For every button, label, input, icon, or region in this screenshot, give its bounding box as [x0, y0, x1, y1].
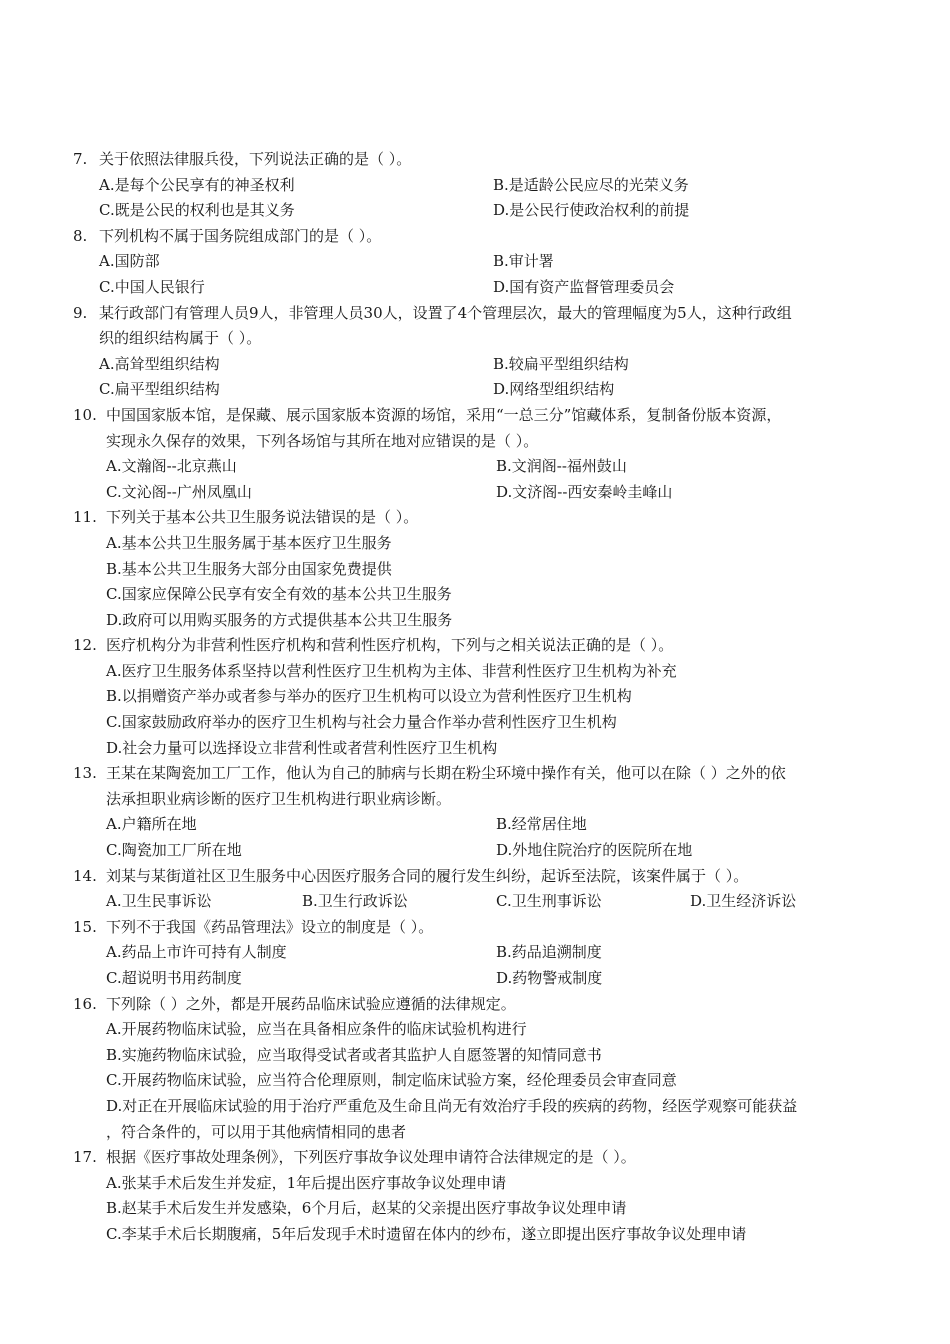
question-16	[0, 992, 950, 1146]
question-11	[0, 505, 950, 633]
option-c[interactable]: C.扁平型组织结构	[99, 380, 220, 399]
option-b[interactable]: B.基本公共卫生服务大部分由国家免费提供	[106, 559, 392, 578]
option-b[interactable]: B.审计署	[493, 252, 554, 271]
option-b[interactable]: B.赵某手术后发生并发感染，6个月后，赵某的父亲提出医疗事故争议处理申请	[106, 1199, 627, 1218]
option-b[interactable]: B.以捐赠资产举办或者参与举办的医疗卫生机构可以设立为营利性医疗卫生机构	[106, 687, 632, 706]
question-9	[0, 301, 950, 403]
option-a[interactable]: A.卫生民事诉讼	[106, 892, 212, 911]
question-number: 7.	[73, 150, 88, 168]
question-15	[0, 915, 950, 992]
option-d-continued: ，符合条件的，可以用于其他病情相同的患者	[106, 1122, 407, 1141]
option-b[interactable]: B.药品追溯制度	[496, 943, 602, 962]
option-c[interactable]: C.开展药物临床试验，应当符合伦理原则，制定临床试验方案，经伦理委员会审查同意	[106, 1071, 677, 1090]
question-number: 10.	[73, 405, 97, 424]
question-number: 12.	[73, 636, 97, 655]
option-c[interactable]: C.国家鼓励政府举办的医疗卫生机构与社会力量合作举办营利性医疗卫生机构	[106, 713, 617, 732]
option-a[interactable]: A.基本公共卫生服务属于基本医疗卫生服务	[106, 533, 392, 552]
question-number: 16.	[73, 994, 97, 1013]
question-stem: 医疗机构分为非营利性医疗机构和营利性医疗机构，下列与之相关说法正确的是（ ）。	[106, 636, 674, 655]
question-8	[0, 224, 950, 301]
option-a[interactable]: A.药品上市许可持有人制度	[106, 943, 287, 962]
question-stem-continued: 实现永久保存的效果，下列各场馆与其所在地对应错误的是（ ）。	[106, 431, 539, 450]
option-d[interactable]: D.对正在开展临床试验的用于治疗严重危及生命且尚无有效治疗手段的疾病的药物，经医学观察可能获益	[106, 1096, 798, 1115]
question-number: 14.	[73, 866, 97, 885]
option-a[interactable]: A.国防部	[99, 252, 160, 271]
question-stem: 关于依照法律服兵役，下列说法正确的是（ ）。	[99, 150, 412, 168]
question-stem: 根据《医疗事故处理条例》，下列医疗事故争议处理申请符合法律规定的是（ ）。	[106, 1148, 636, 1167]
option-b[interactable]: B.卫生行政诉讼	[302, 892, 408, 911]
option-a[interactable]: A.医疗卫生服务体系坚持以营利性医疗卫生机构为主体、非营利性医疗卫生机构为补充	[106, 661, 677, 680]
question-number: 8.	[73, 226, 88, 245]
option-b[interactable]: B.较扁平型组织结构	[493, 354, 629, 373]
option-b[interactable]: B.是适龄公民应尽的光荣义务	[493, 175, 689, 194]
question-stem: 下列不于我国《药品管理法》设立的制度是（ ）。	[106, 917, 434, 936]
option-c[interactable]: C.李某手术后长期腹痛，5年后发现手术时遗留在体内的纱布，遂立即提出医疗事故争议处理申请	[106, 1224, 747, 1243]
option-d[interactable]: D.卫生经济诉讼	[690, 892, 797, 911]
option-d[interactable]: D.文济阁--西安秦岭圭峰山	[496, 482, 673, 501]
question-12	[0, 633, 950, 761]
option-a[interactable]: A.高耸型组织结构	[99, 354, 220, 373]
option-d[interactable]: D.外地住院治疗的医院所在地	[496, 841, 693, 860]
option-c[interactable]: C.卫生刑事诉讼	[496, 892, 602, 911]
option-d[interactable]: D.社会力量可以选择设立非营利性或者营利性医疗卫生机构	[106, 738, 498, 757]
question-stem: 下列关于基本公共卫生服务说法错误的是（ ）。	[106, 508, 419, 527]
option-c[interactable]: C.既是公民的权利也是其义务	[99, 201, 295, 220]
question-14	[0, 864, 950, 915]
question-7	[0, 147, 950, 224]
option-d[interactable]: D.是公民行使政治权利的前提	[493, 201, 690, 220]
option-b[interactable]: B.经常居住地	[496, 815, 587, 834]
option-a[interactable]: A.户籍所在地	[106, 815, 197, 834]
question-stem-continued: 法承担职业病诊断的医疗卫生机构进行职业病诊断。	[106, 789, 452, 808]
question-17	[0, 1145, 950, 1247]
option-d[interactable]: D.政府可以用购买服务的方式提供基本公共卫生服务	[106, 610, 453, 629]
option-c[interactable]: C.超说明书用药制度	[106, 969, 242, 987]
option-c[interactable]: C.陶瓷加工厂所在地	[106, 841, 242, 860]
question-number: 9.	[73, 303, 88, 322]
option-a[interactable]: A.张某手术后发生并发症，1年后提出医疗事故争议处理申请	[106, 1173, 507, 1192]
question-number: 11.	[73, 508, 97, 527]
option-d[interactable]: D.药物警戒制度	[496, 969, 603, 987]
option-a[interactable]: A.开展药物临床试验，应当在具备相应条件的临床试验机构进行	[106, 1020, 527, 1039]
exam-page	[0, 147, 950, 1248]
question-number: 17.	[73, 1148, 97, 1167]
option-c[interactable]: C.国家应保障公民享有安全有效的基本公共卫生服务	[106, 585, 452, 604]
question-stem-continued: 织的组织结构属于（ ）。	[99, 329, 262, 348]
question-stem: 下列除（ ）之外，都是开展药品临床试验应遵循的法律规定。	[106, 994, 516, 1013]
option-b[interactable]: B.实施药物临床试验，应当取得受试者或者其监护人自愿签署的知情同意书	[106, 1045, 602, 1064]
question-stem: 中国国家版本馆，是保藏、展示国家版本资源的场馆，采用“一总三分”馆藏体系，复制备份版本资源，	[106, 405, 782, 424]
option-d[interactable]: D.国有资产监督管理委员会	[493, 277, 675, 296]
question-stem: 下列机构不属于国务院组成部门的是（ ）。	[99, 226, 382, 245]
question-stem: 刘某与某街道社区卫生服务中心因医疗服务合同的履行发生纠纷，起诉至法院，该案件属于（ ）。	[106, 866, 749, 885]
option-a[interactable]: A.是每个公民享有的神圣权利	[99, 175, 295, 194]
question-10	[0, 403, 950, 505]
option-d[interactable]: D.网络型组织结构	[493, 380, 615, 399]
option-c[interactable]: C.文沁阁--广州凤凰山	[106, 482, 252, 501]
option-b[interactable]: B.文润阁--福州鼓山	[496, 457, 627, 476]
option-c[interactable]: C.中国人民银行	[99, 277, 205, 296]
question-number: 13.	[73, 764, 97, 783]
question-stem: 王某在某陶瓷加工厂工作，他认为自己的肺病与长期在粉尘环境中操作有关，他可以在除（ ）之外的依	[106, 764, 786, 783]
question-stem: 某行政部门有管理人员9人，非管理人员30人，设置了4个管理层次，最大的管理幅度为5人，这种行政组	[99, 303, 792, 322]
option-a[interactable]: A.文瀚阁--北京燕山	[106, 457, 237, 476]
question-number: 15.	[73, 917, 97, 936]
question-13	[0, 761, 950, 863]
